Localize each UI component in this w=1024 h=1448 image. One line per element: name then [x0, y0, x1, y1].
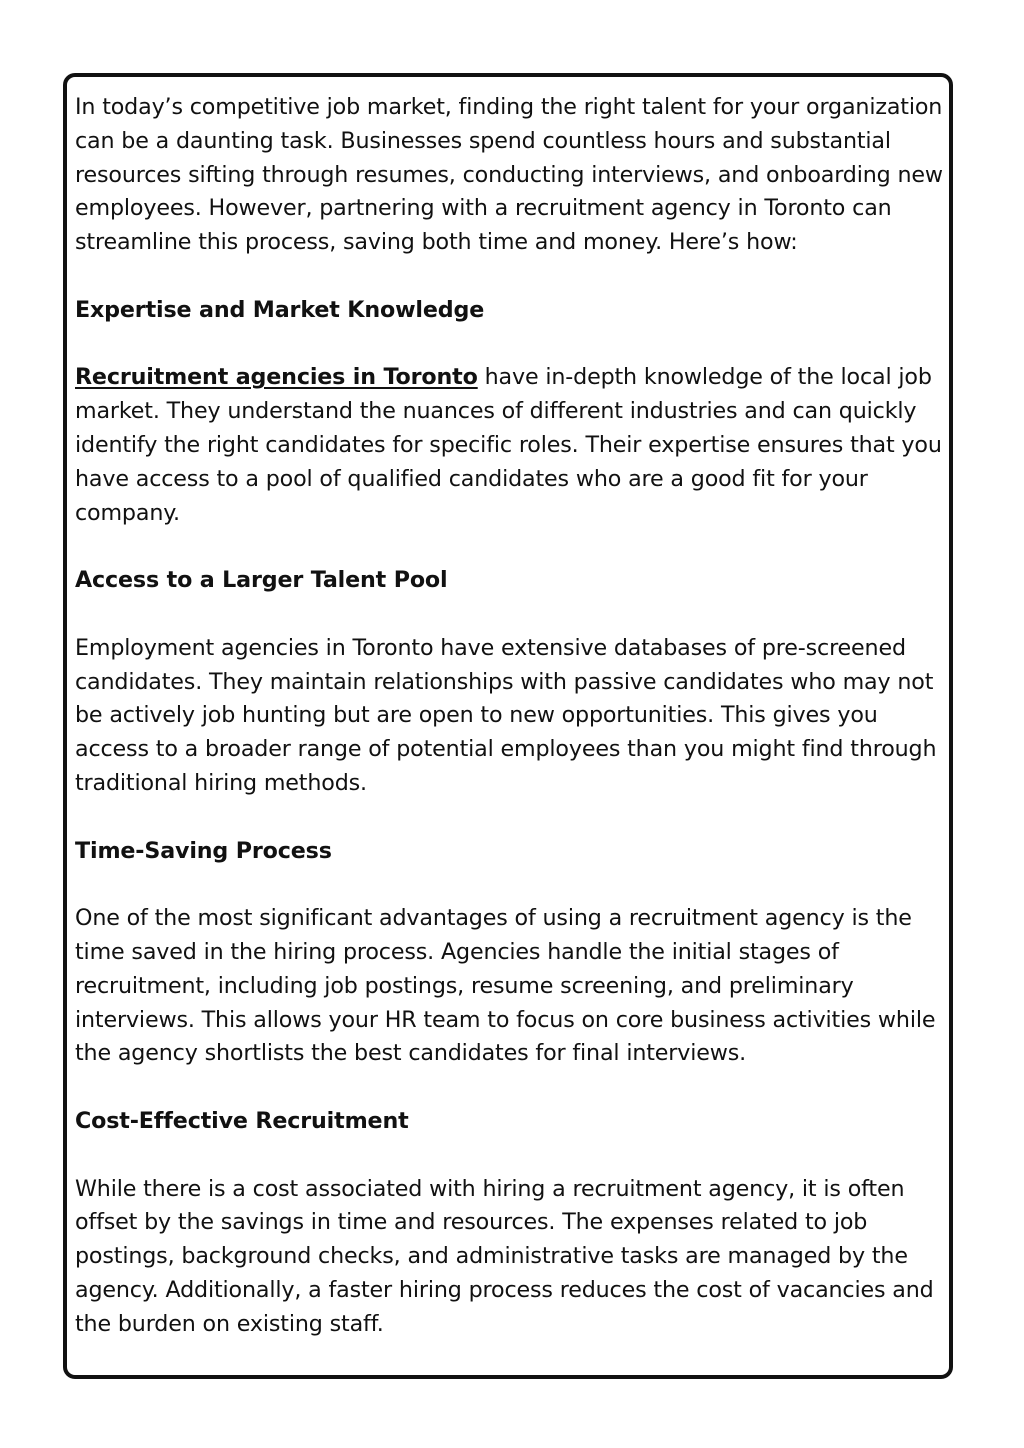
- section-heading-talent-pool: Access to a Larger Talent Pool: [75, 567, 448, 594]
- section-paragraph-cost-effective: While there is a cost associated with hiring a recruitment agency, it is often offset by the savings in time and resources. The expenses related to job postings, background checks, and administrative tasks are managed by the agency. Additionally, a faster hiring process reduces the cost of vacancies and the burden on existing staff.: [75, 1175, 934, 1337]
- section-heading-expertise: Expertise and Market Knowledge: [75, 296, 485, 323]
- section-paragraph-time-saving: One of the most significant advantages of using a recruitment agency is the time saved in the hiring process. Agencies handle the initial stages of recruitment, including job postings, resume screening, and preliminary interviews. This allows your HR team to focus on core business activities while the agency shortlists the best candidates for final interviews.: [75, 905, 936, 1067]
- document-frame: [63, 73, 953, 1379]
- section-heading-cost-effective: Cost-Effective Recruitment: [75, 1107, 409, 1134]
- intro-paragraph: In today’s competitive job market, finding the right talent for your organization can be a daunting task. Businesses spend countless hours and substantial resources sifting through resumes, conducting interviews, and onboarding new employees. However, partnering with a recruitment agency in Toronto can streamline this process, saving both time and money. Here’s how:: [75, 94, 943, 256]
- article-body: [75, 91, 955, 1375]
- section-text-expertise: have in-depth knowledge of the local job market. They understand the nuances of different industries and can quickly identify the right candidates for specific roles. Their expertise ensures that you have access to a pool of qualified candidates who are a good fit for your company.: [75, 364, 942, 526]
- section-paragraph-talent-pool: Employment agencies in Toronto have extensive databases of pre-screened candidates. They maintain relationships with passive candidates who may not be actively job hunting but are open to new opportunities. This gives you access to a broader range of potential employees than you might find through traditional hiring methods.: [75, 634, 937, 796]
- recruitment-agencies-link[interactable]: Recruitment agencies in Toronto: [75, 364, 478, 391]
- section-paragraph-expertise: [75, 361, 955, 530]
- section-heading-time-saving: Time-Saving Process: [75, 837, 332, 864]
